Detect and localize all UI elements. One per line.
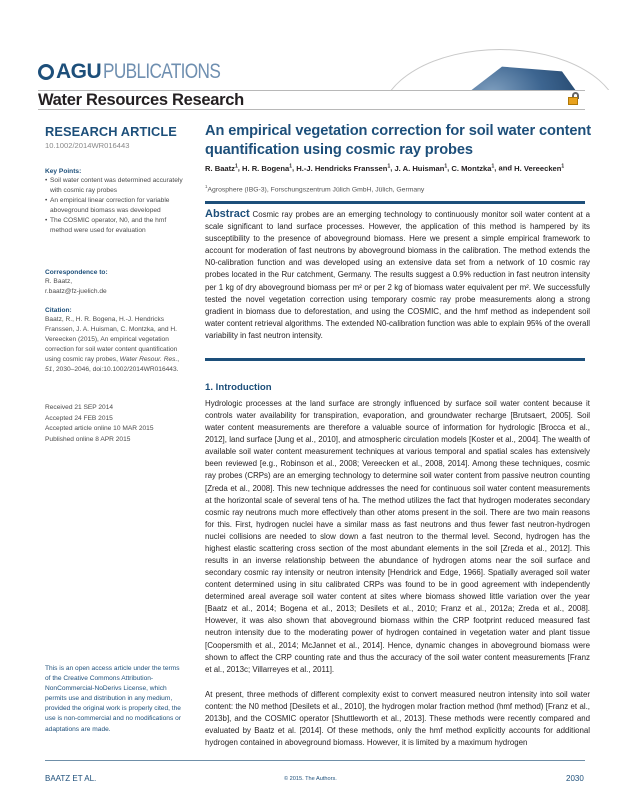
author[interactable]: C. Montzka$^1$ xyxy=(451,163,495,173)
agu-logo-icon xyxy=(38,64,54,80)
date-accepted-online: Accepted article online 10 MAR 2015 xyxy=(45,425,154,433)
correspondence xyxy=(45,268,185,297)
header-wave-graphic xyxy=(390,45,610,90)
publisher-suffix: PUBLICATIONS xyxy=(103,60,221,83)
key-points-list xyxy=(45,176,185,237)
publisher-brand: AGU xyxy=(56,60,102,83)
header-divider xyxy=(38,109,585,110)
correspondence-name: R. Baatz, xyxy=(45,278,73,285)
footer-divider xyxy=(45,760,585,761)
citation-heading: Citation: xyxy=(45,307,72,314)
date-published-online: Published online 8 APR 2015 xyxy=(45,435,131,443)
key-points xyxy=(45,167,185,237)
author[interactable]: H. R. Bogena$^1$ xyxy=(241,163,293,173)
section-divider xyxy=(205,358,585,361)
key-point-item: • An empirical linear correction for variable aboveground biomass was developed xyxy=(45,196,185,216)
correspondence-heading: Correspondence to: xyxy=(45,269,108,276)
running-author: BAATZ ET AL. xyxy=(45,774,97,783)
abstract xyxy=(205,208,590,342)
date-received: Received 21 SEP 2014 xyxy=(45,404,114,411)
body-paragraph: At present, three methods of different complexity exist to convert measured neutron intensity into soil water content: the N0 method [Desilets et al., 2010], the hydrogen molar fraction method (hmf method) [Franz et al., 2013b], and the COSMIC operator [Shuttleworth et al., 2013]. These methods were recently compared and evaluated by Baatz et al. [2014]. Of these methods, only the hmf method explicitly accounts for additional hydrogen contained in aboveground biomass. However, it is limited by a maximum hydrogen xyxy=(205,690,590,748)
author[interactable]: J. A. Huisman$^1$ xyxy=(394,163,448,173)
article-title: An empirical vegetation correction for soil water content quantification using cosmic ray probes xyxy=(205,123,591,158)
author[interactable]: H. Vereecken$^1$ xyxy=(514,163,565,173)
license-text: This is an open access article under the terms of the Creative Commons Attribution-NonCommercial-NoDerivs License, which permits use and distribution in any medium, provided the original work is properly cited, the use is non-commercial and no modifications or adaptations are made. xyxy=(45,665,181,733)
key-points-heading: Key Points: xyxy=(45,168,82,175)
affiliation: $^1$Agrosphere (IBG-3), Forschungszentrum Jülich GmbH, Jülich, Germany xyxy=(205,184,425,194)
abstract-divider xyxy=(205,201,585,204)
citation xyxy=(45,306,185,376)
open-access-lock-icon xyxy=(568,92,580,106)
correspondence-email[interactable]: r.baatz@fz-juelich.de xyxy=(45,288,107,296)
author[interactable]: H.-J. Hendricks Franssen$^1$ xyxy=(296,163,391,173)
citation-text: Baatz, R., H. R. Bogena, H.-J. Hendricks Franssen, J. A. Huisman, C. Montzka, and H. Vereecken (2015), An empirical vegetation correction for soil water content quantification using cosmic ray probes, Water Resour. Res., 51, 2030–2046, doi:10.1002/2014WR016443. xyxy=(45,316,180,374)
copyright: © 2015. The Authors. xyxy=(284,776,337,782)
license-notice xyxy=(45,664,185,735)
body-paragraph: Hydrologic processes at the land surface are strongly influenced by surface soil water content because it controls water availability for transpiration, evaporation, and groundwater recharge [Brutsaert, 2005]. Soil water content measurements are therefore a valuable source of information for hydrologic [Brocca et al., 2012], land surface [Jung et al., 2010], and atmospheric circulation models [Koster et al., 2004]. The wealth of available soil water content measurement techniques at various temporal and spatial scales has extensively been reviewed [e.g., Robinson et al., 2008; Vereecken et al., 2008, 2014]. Among these techniques, cosmic ray probes (CRPs) are an emerging technology to determine soil water content from passive neutron counting [Zreda et al., 2008]. This new technique addresses the need for continuous soil water content measurements at the horizontal scale of several tens of ha. The method utilizes the fact that hydrogen moderates secondary cosmic ray neutrons much more effectively than other atoms present in the soil. There are two main reasons for this. First, hydrogen nuclei have a similar mass as fast neutrons and thus fewer fast neutron-hydrogen nuclei collisions are needed to slow down a fast neutron to the thermal level. Second, hydrogen has the highest elastic scattering cross section of the most abundant elements in the soil [Zreda et al., 2012]. This results in an inverse relationship between the abundance of hydrogen atoms near the soil surface and secondary cosmic ray intensity or neutron intensity [Hendrick and Edge, 1966]. Spatially averaged soil water content determined using in situ calibrated CRPs was found to be in good agreement with independently determined areal average soil water content at sites where biomass showed little variation over the year [Baatz et al., 2014; Bogena et al., 2013; Desilets et al., 2010; Franz et al., 2012a; Zreda et al., 2008]. However, it was also shown that aboveground biomass within the CRP footprint reduced measured fast neutron intensity due to the moderating power of hydrogen contained in vegetation water and plant tissue [Coopersmith et al., 2014; McJannet et al., 2014]. Hence, dynamic changes in aboveground biomass were shown to affect the CRP counting rate and thus the accuracy of the soil water content measurements [Franz et al., 2013c; Villarreyes et al., 2011]. xyxy=(205,399,590,674)
doi[interactable]: 10.1002/2014WR016443 xyxy=(45,141,130,150)
key-point-item: • The COSMIC operator, N0, and the hmf method were used for evaluation xyxy=(45,216,185,236)
section-heading: 1. Introduction xyxy=(205,382,272,393)
author-list: R. Baatz$^1$, H. R. Bogena$^1$, H.-J. Hendricks Franssen$^1$, J. A. Huisman$^1$, C. Montzka$^1$, and H. Vereecken$^1$ xyxy=(205,163,565,173)
article-type: RESEARCH ARTICLE xyxy=(45,124,177,139)
abstract-label: Abstract xyxy=(205,208,250,220)
abstract-text: Cosmic ray probes are an emerging technology to continuously monitor soil water content at a scale significant to land surface processes. However, the application of this method is hampered by its susceptibility to the presence of aboveground biomass. Here we present a simple empirical framework to account for moderation of fast neutrons by aboveground biomass in the calibration. The method extends the N0-calibration function and was developed using an extensive data set from a network of 10 cosmic ray probes located in the Rur catchment, Germany. The results suggest a 0.9% reduction in fast neutron intensity per 1 kg of dry aboveground biomass per m² or per 2 kg of biomass water equivalent per m². We successfully tested the novel vegetation correction using temporary cosmic ray probe measurements along a strong gradient in biomass due to deforestation, and using the COSMIC, and the hmf method as independent soil water content retrieval algorithms. The extended N0-calibration function was able to explain 95% of the overall variability in fast neutron intensity. xyxy=(205,210,590,340)
date-accepted: Accepted 24 FEB 2015 xyxy=(45,414,113,422)
key-point-item: • Soil water content was determined accurately with cosmic ray probes xyxy=(45,176,185,196)
article-dates xyxy=(45,403,185,445)
journal-name: Water Resources Research xyxy=(38,91,244,109)
author[interactable]: R. Baatz$^1$ xyxy=(205,163,238,173)
page-number: 2030 xyxy=(566,774,584,783)
publisher-logo xyxy=(38,60,246,82)
